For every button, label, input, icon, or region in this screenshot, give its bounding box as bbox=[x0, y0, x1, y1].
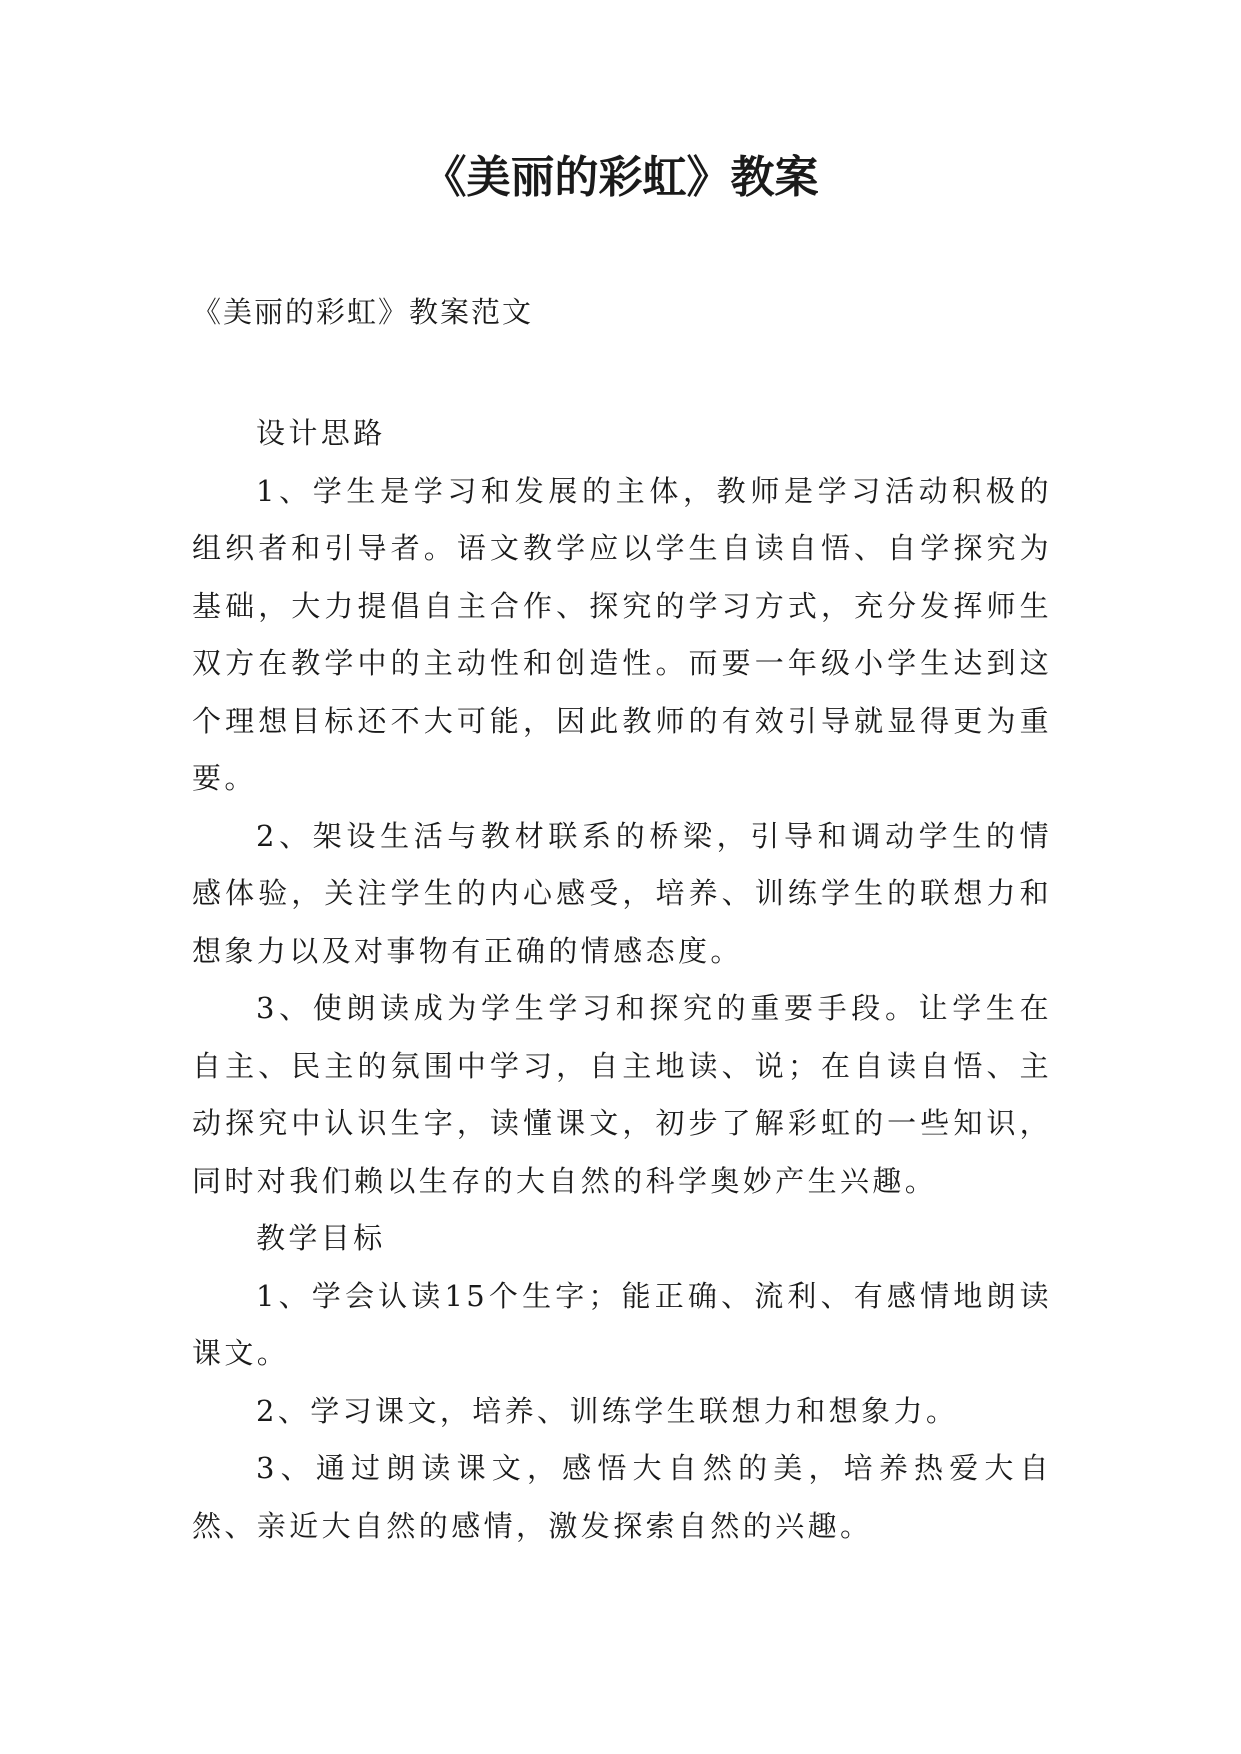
body-paragraph: 3、使朗读成为学生学习和探究的重要手段。让学生在自主、民主的氛围中学习，自主地读、说；在自读自悟、主动探究中认识生字，读懂课文，初步了解彩虹的一些知识，同时对我们赖以生存的大自然的科学奥妙产生兴趣。 bbox=[192, 991, 1052, 1198]
document-body bbox=[192, 405, 1052, 1555]
section-heading-goals: 教学目标 bbox=[256, 1221, 386, 1255]
body-paragraph: 3、通过朗读课文，感悟大自然的美，培养热爱大自然、亲近大自然的感情，激发探索自然的兴趣。 bbox=[192, 1451, 1052, 1543]
section-heading-design: 设计思路 bbox=[256, 416, 386, 450]
body-paragraph: 2、学习课文，培养、训练学生联想力和想象力。 bbox=[256, 1393, 959, 1428]
body-paragraph: 2、架设生活与教材联系的桥梁，引导和调动学生的情感体验，关注学生的内心感受，培养、训练学生的联想力和想象力以及对事物有正确的情感态度。 bbox=[192, 818, 1052, 968]
document-title: 《美丽的彩虹》教案 bbox=[422, 152, 819, 203]
body-paragraph: 1、学生是学习和发展的主体，教师是学习活动积极的组织者和引导者。语文教学应以学生自读自悟、自学探究为基础，大力提倡自主合作、探究的学习方式，充分发挥师生双方在教学中的主动性和创造性。而要一年级小学生达到这个理想目标还不大可能，因此教师的有效引导就显得更为重要。 bbox=[192, 473, 1052, 795]
body-paragraph: 1、学会认读15个生字；能正确、流利、有感情地朗读课文。 bbox=[192, 1278, 1052, 1370]
document-subtitle: 《美丽的彩虹》教案范文 bbox=[192, 295, 534, 329]
